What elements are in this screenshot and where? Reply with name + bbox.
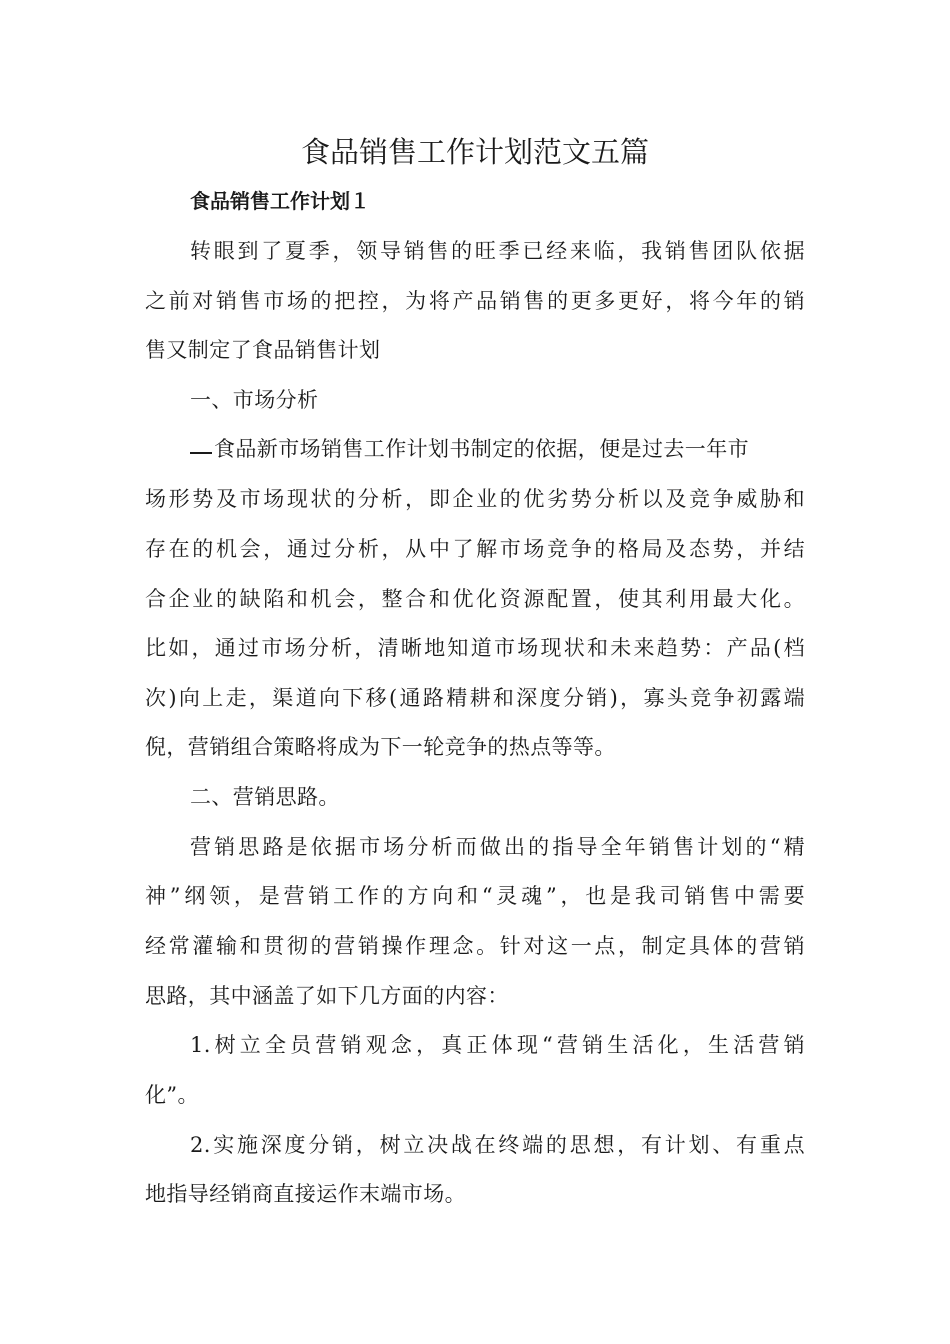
- list-item-line: 1.树立全员营销观念，真正体现“营销生活化，生活营销: [190, 1033, 805, 1057]
- paragraph-line: 次)向上走，渠道向下移(通路精耕和深度分销)，寡头竞争初露端: [145, 686, 805, 710]
- list-item-line: 地指导经销商直接运作末端市场。: [145, 1182, 466, 1206]
- paragraph-line: 之前对销售市场的把控，为将产品销售的更多更好，将今年的销: [145, 289, 805, 313]
- paragraph-line: 比如，通过市场分析，清晰地知道市场现状和未来趋势：产品(档: [145, 636, 805, 660]
- list-item-line: 2.实施深度分销，树立决战在终端的思想，有计划、有重点: [190, 1133, 805, 1157]
- paragraph-line: 合企业的缺陷和机会，整合和优化资源配置，使其利用最大化。: [145, 587, 805, 611]
- paragraph-line-text: 食品新市场销售工作计划书制定的依据，便是过去一年市: [214, 437, 749, 461]
- paragraph-line: 售又制定了食品销售计划: [145, 338, 381, 362]
- paragraph-line: 思路，其中涵盖了如下几方面的内容：: [145, 984, 509, 1008]
- paragraph-line: [190, 434, 805, 464]
- section-heading: 食品销售工作计划１: [190, 189, 370, 213]
- paragraph-line: 转眼到了夏季，领导销售的旺季已经来临，我销售团队依据: [190, 239, 805, 263]
- list-item-line: 化”。: [145, 1083, 199, 1107]
- section-heading-marketing-ideas: 二、营销思路。: [190, 785, 340, 809]
- paragraph-line: 倪，营销组合策略将成为下一轮竞争的热点等等。: [145, 735, 616, 759]
- section-heading-market-analysis: 一、市场分析: [190, 388, 319, 412]
- paragraph-line: 场形势及市场现状的分析，即企业的优劣势分析以及竞争威胁和: [145, 487, 805, 511]
- paragraph-line: 存在的机会，通过分析，从中了解市场竞争的格局及态势，并结: [145, 537, 805, 561]
- document-title: 食品销售工作计划范文五篇: [300, 135, 649, 169]
- blank-underline: [190, 438, 212, 454]
- paragraph-line: 神”纲领，是营销工作的方向和“灵魂”，也是我司销售中需要: [145, 884, 805, 908]
- paragraph-line: 经常灌输和贯彻的营销操作理念。针对这一点，制定具体的营销: [145, 934, 805, 958]
- paragraph-line: 营销思路是依据市场分析而做出的指导全年销售计划的“精: [190, 835, 805, 859]
